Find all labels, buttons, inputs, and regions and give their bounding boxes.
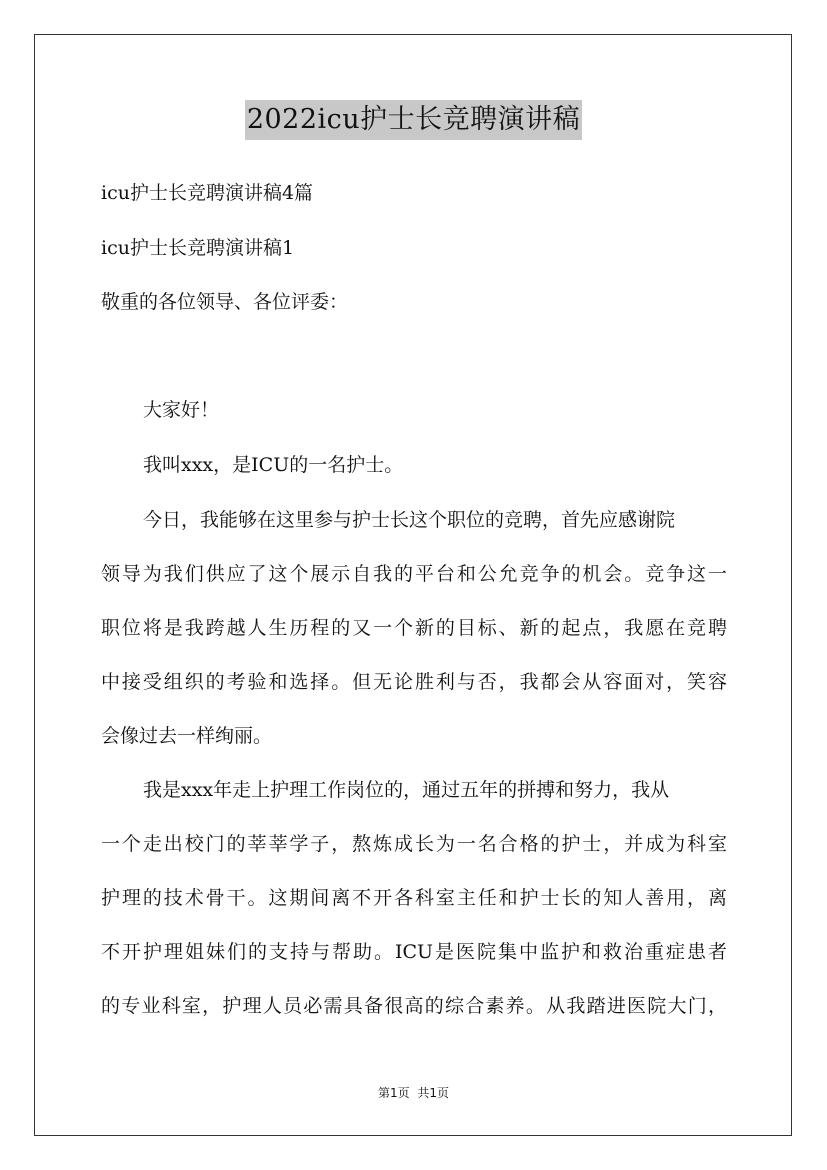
paragraph-line: 不开护理姐妹们的支持与帮助。ICU是医院集中监护和救治重症患者 <box>101 941 727 963</box>
page-total: 共1页 <box>417 1086 450 1100</box>
paragraph-line: 的专业科室，护理人员必需具备很高的综合素养。从我踏进医院大门， <box>101 995 727 1017</box>
intro-line: 我叫xxx，是ICU的一名护士。 <box>143 454 404 476</box>
subtitle: icu护士长竞聘演讲稿4篇 <box>101 182 314 204</box>
title-container <box>0 100 827 140</box>
paragraph-line: 一个走出校门的莘莘学子，熬炼成长为一名合格的护士，并成为科室 <box>101 833 727 855</box>
page-footer <box>0 1085 827 1101</box>
document-title: 2022icu护士长竞聘演讲稿 <box>245 100 582 140</box>
paragraph-line: 职位将是我跨越人生历程的又一个新的目标、新的起点，我愿在竞聘 <box>101 617 727 639</box>
paragraph-line: 中接受组织的考验和选择。但无论胜利与否，我都会从容面对，笑容 <box>101 671 727 693</box>
paragraph-line: 护理的技术骨干。这期间离不开各科室主任和护士长的知人善用，离 <box>101 887 727 909</box>
paragraph-line: 我是xxx年走上护理工作岗位的，通过五年的拼搏和努力，我从 <box>143 779 670 801</box>
salutation: 敬重的各位领导、各位评委： <box>101 291 349 313</box>
paragraph-line: 会像过去一样绚丽。 <box>101 725 273 747</box>
page-number: 第1页 <box>377 1086 410 1100</box>
section-heading: icu护士长竞聘演讲稿1 <box>101 237 295 259</box>
paragraph-line: 今日，我能够在这里参与护士长这个职位的竞聘，首先应感谢院 <box>143 509 676 531</box>
greeting-line: 大家好！ <box>143 399 220 421</box>
paragraph-line: 领导为我们供应了这个展示自我的平台和公允竞争的机会。竞争这一 <box>101 563 727 585</box>
